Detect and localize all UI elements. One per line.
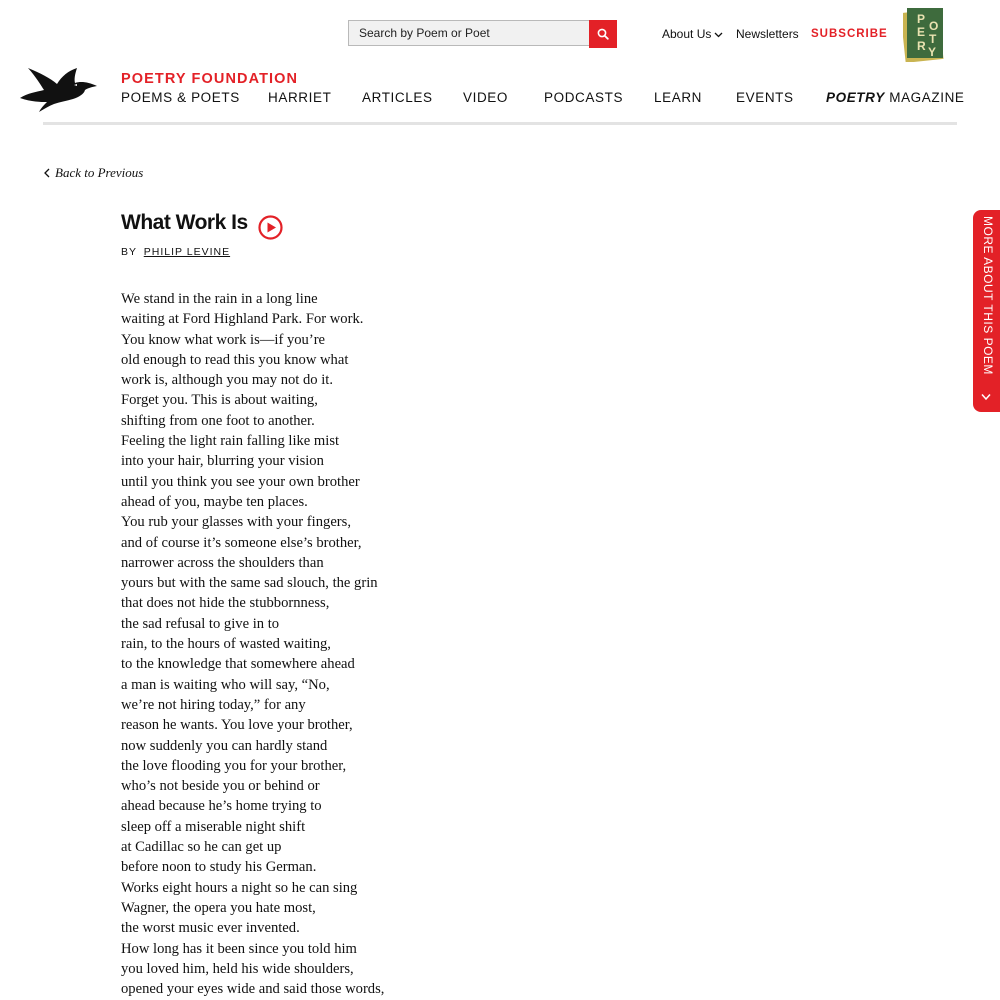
poem-line: Forget you. This is about waiting, bbox=[121, 392, 318, 409]
poem-line: sleep off a miserable night shift bbox=[121, 818, 306, 835]
poem-line: into your hair, blurring your vision bbox=[121, 453, 324, 470]
by-label: BY bbox=[121, 246, 137, 258]
poem-line: shifting from one foot to another. bbox=[121, 412, 315, 429]
poem-line: the love flooding you for your brother, bbox=[121, 757, 347, 774]
poem-line: old enough to read this you know what bbox=[121, 351, 349, 368]
poem-line: You know what work is—if you’re bbox=[121, 331, 326, 348]
poem-line: you loved him, held his wide shoulders, bbox=[121, 960, 354, 977]
poem-title: What Work Is bbox=[121, 211, 248, 234]
poem-line: opened your eyes wide and said those words, bbox=[121, 981, 385, 998]
nav-events[interactable]: EVENTS bbox=[736, 90, 794, 105]
author-link[interactable]: PHILIP LEVINE bbox=[143, 246, 231, 258]
svg-text:R: R bbox=[917, 39, 926, 53]
poem-line: yours but with the same sad slouch, the grin bbox=[121, 575, 378, 592]
svg-text:O: O bbox=[929, 19, 939, 33]
newsletters-link[interactable]: Newsletters bbox=[736, 27, 799, 41]
poem-line: How long has it been since you told him bbox=[121, 940, 357, 957]
nav-poetry-italic: POETRY bbox=[826, 90, 885, 105]
poem-line: Wagner, the opera you hate most, bbox=[121, 899, 316, 916]
poem-line: now suddenly you can hardly stand bbox=[121, 737, 328, 754]
chevron-left-icon bbox=[44, 168, 50, 178]
poem-line: reason he wants. You love your brother, bbox=[121, 717, 353, 734]
about-us-label: About Us bbox=[662, 27, 712, 41]
svg-text:T: T bbox=[929, 32, 937, 46]
more-about-this-poem-label[interactable]: MORE ABOUT THIS POEM bbox=[981, 216, 995, 375]
poem-line: to the knowledge that somewhere ahead bbox=[121, 656, 355, 673]
poem-line: the worst music ever invented. bbox=[121, 920, 300, 937]
nav-articles[interactable]: ARTICLES bbox=[362, 90, 433, 105]
nav-harriet[interactable]: HARRIET bbox=[268, 90, 332, 105]
poem-line: a man is waiting who will say, “No, bbox=[121, 676, 330, 693]
poem-line: work is, although you may not do it. bbox=[121, 372, 334, 389]
poem-line: before noon to study his German. bbox=[121, 859, 317, 876]
poem-body bbox=[121, 289, 441, 999]
poem-line: that does not hide the stubbornness, bbox=[121, 595, 330, 612]
poem-line: ahead of you, maybe ten places. bbox=[121, 493, 308, 510]
nav-learn[interactable]: LEARN bbox=[654, 90, 703, 105]
poem-line: waiting at Ford Highland Park. For work. bbox=[121, 311, 364, 328]
chevron-down-icon bbox=[714, 32, 723, 38]
brand-name[interactable]: POETRY FOUNDATION bbox=[121, 71, 299, 87]
svg-text:P: P bbox=[917, 12, 926, 26]
nav-video[interactable]: VIDEO bbox=[463, 90, 509, 105]
poem-line: rain, to the hours of wasted waiting, bbox=[121, 636, 331, 653]
poem-line: and of course it’s someone else’s brother, bbox=[121, 534, 362, 551]
svg-text:Y: Y bbox=[928, 45, 937, 59]
play-audio-icon[interactable] bbox=[258, 215, 283, 240]
poem-line: narrower across the shoulders than bbox=[121, 554, 324, 571]
poem-line: at Cadillac so he can get up bbox=[121, 839, 282, 856]
nav-magazine-label: MAGAZINE bbox=[884, 90, 965, 105]
nav-divider bbox=[43, 122, 957, 125]
search-icon bbox=[597, 28, 609, 40]
poem-line: until you think you see your own brother bbox=[121, 473, 360, 490]
back-to-previous-link[interactable] bbox=[44, 165, 143, 181]
nav-poetry-magazine[interactable] bbox=[826, 90, 965, 105]
nav-poems-poets[interactable]: POEMS & POETS bbox=[121, 90, 240, 105]
main-nav bbox=[121, 90, 965, 108]
poem-line: ahead because he’s home trying to bbox=[121, 798, 322, 815]
poem-line: the sad refusal to give in to bbox=[121, 615, 280, 632]
poem-line: we’re not hiring today,” for any bbox=[121, 696, 306, 713]
nav-podcasts[interactable]: PODCASTS bbox=[544, 90, 624, 105]
poetry-foundation-bird-logo[interactable] bbox=[18, 64, 102, 112]
poem-line: Feeling the light rain falling like mist bbox=[121, 433, 340, 450]
about-us-menu[interactable] bbox=[662, 27, 723, 41]
poem-line: who’s not beside you or behind or bbox=[121, 778, 320, 795]
svg-text:E: E bbox=[917, 25, 926, 39]
subscribe-link[interactable]: SUBSCRIBE bbox=[811, 28, 888, 40]
search-button[interactable] bbox=[589, 20, 617, 48]
chevron-down-icon bbox=[980, 393, 992, 402]
poem-line: Works eight hours a night so he can sing bbox=[121, 879, 358, 896]
byline bbox=[121, 246, 230, 258]
back-link-label: Back to Previous bbox=[55, 165, 144, 180]
poetry-magazine-logo[interactable] bbox=[903, 8, 945, 62]
poem-line: You rub your glasses with your fingers, bbox=[121, 514, 351, 531]
poem-line: We stand in the rain in a long line bbox=[121, 291, 318, 307]
search-input[interactable]: Search by Poem or Poet bbox=[348, 20, 589, 46]
